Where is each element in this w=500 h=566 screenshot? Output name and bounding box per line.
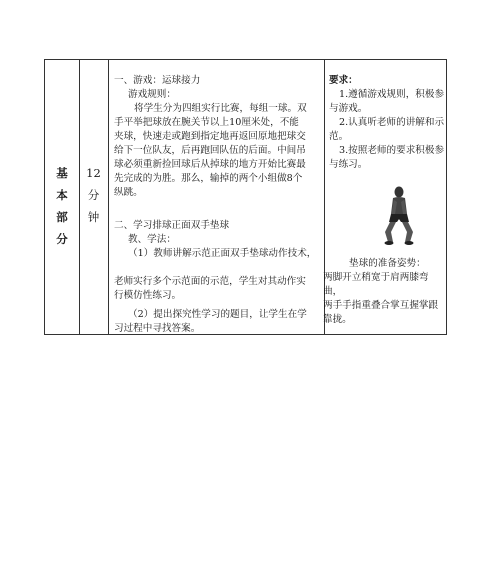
time-char: 分 bbox=[87, 188, 100, 202]
rules-line: 纵跳。 bbox=[114, 187, 143, 198]
time-label bbox=[79, 162, 108, 228]
divider-time bbox=[108, 60, 109, 334]
requirement-item: 2.认真听老师的讲解和示 bbox=[339, 117, 445, 128]
volleyball-player-figure-icon bbox=[369, 184, 429, 246]
skill-title: 二、学习排球正面双手垫球 bbox=[114, 220, 230, 231]
time-column bbox=[79, 60, 108, 334]
content-column bbox=[114, 74, 324, 336]
requirement-item-cont: 与练习。 bbox=[329, 159, 368, 170]
time-char: 钟 bbox=[87, 210, 100, 224]
section-char: 分 bbox=[56, 232, 68, 246]
rules-line: 先完成的为胜。那么，输掉的两个小组做8个 bbox=[114, 173, 303, 184]
time-char: 12 bbox=[86, 166, 101, 180]
section-column bbox=[45, 60, 79, 334]
posture-title: 垫球的准备姿势： bbox=[349, 258, 426, 269]
requirement-item-cont: 与游戏。 bbox=[329, 103, 368, 114]
game-title: 一、游戏：运球接力 bbox=[114, 75, 201, 86]
step1-cont-line: 行模仿性练习。 bbox=[114, 290, 182, 301]
rules-line: 手平举把球放在腕关节以上10厘米处，不能 bbox=[114, 117, 299, 128]
posture-line: 两脚开立稍宽于肩两膝弯曲， bbox=[323, 272, 429, 297]
rules-line: 给下一位队友，后再跑回队伍的后面。中间吊 bbox=[114, 145, 306, 156]
requirement-item-cont: 范。 bbox=[329, 131, 349, 142]
requirement-item: 1.遵循游戏规则，积极参 bbox=[339, 89, 445, 100]
section-char: 本 bbox=[56, 188, 68, 202]
requirement-item: 3.按照老师的要求积极参 bbox=[339, 145, 445, 156]
step1-cont-line: 老师实行多个示范面的示范，学生对其动作实 bbox=[114, 276, 306, 287]
requirements-title: 要求： bbox=[329, 75, 358, 86]
rules-line: 将学生分为四组实行比赛，每组一球。双 bbox=[134, 103, 307, 114]
requirements-column bbox=[323, 74, 447, 327]
posture-line: 靠拢。 bbox=[323, 314, 352, 325]
rules-line: 球必须重新捡回球后从掉球的地方开始比赛最 bbox=[114, 159, 306, 170]
step2-line: （2）提出探究性学习的题目，让学生在学 bbox=[128, 309, 307, 320]
lesson-table bbox=[44, 59, 447, 335]
section-label bbox=[45, 162, 79, 250]
step1-line: （1）教师讲解示范正面双手垫球动作技术， bbox=[128, 248, 317, 259]
section-char: 基 bbox=[56, 166, 68, 180]
method-label: 教、学法： bbox=[128, 234, 176, 245]
posture-line: 两手手指重叠合掌互握掌跟 bbox=[323, 300, 439, 311]
rules-label: 游戏规则： bbox=[128, 89, 176, 100]
step2-line: 习过程中寻找答案。 bbox=[114, 323, 201, 334]
rules-line: 夹球，快速走或跑到指定地再返回原地把球交 bbox=[114, 131, 306, 142]
section-char: 部 bbox=[56, 210, 68, 224]
